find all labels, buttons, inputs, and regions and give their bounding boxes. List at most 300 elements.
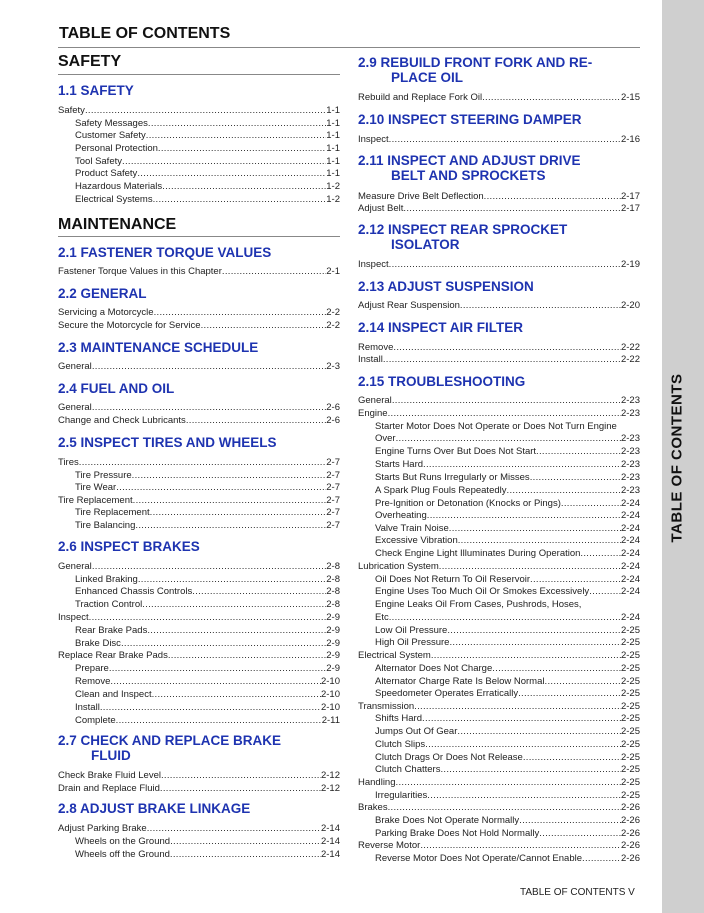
leader-dots xyxy=(561,498,621,510)
toc-entry[interactable] xyxy=(358,408,640,420)
entry-title: Excessive Vibration xyxy=(375,535,458,546)
leader-dots xyxy=(484,191,621,203)
toc-entry[interactable] xyxy=(58,823,340,835)
entry-page: 2-23 xyxy=(620,408,640,419)
entry-title: Clutch Slips xyxy=(375,739,426,750)
subsection-title-line: ISOLATOR xyxy=(391,237,460,252)
entry-page: 2-25 xyxy=(620,752,640,763)
toc-entry[interactable] xyxy=(375,815,640,827)
toc-entry[interactable] xyxy=(75,625,340,637)
entry-title: Check Engine Light Illuminates During Operation xyxy=(375,548,581,559)
toc-entry[interactable] xyxy=(58,402,340,414)
entry-page: 2-22 xyxy=(620,342,640,353)
toc-entry[interactable] xyxy=(375,510,640,522)
toc-entry[interactable] xyxy=(75,574,340,586)
entry-page: 2-2 xyxy=(326,320,340,331)
entry-page: 2-14 xyxy=(320,849,340,860)
leader-dots xyxy=(458,535,621,547)
entry-page: 2-7 xyxy=(326,520,340,531)
entry-page: 2-7 xyxy=(326,507,340,518)
toc-entry-wrapped-line[interactable]: Engine Leaks Oil From Cases, Pushrods, Hoses, xyxy=(375,599,582,610)
entry-page: 2-26 xyxy=(620,840,640,851)
entry-page: 2-12 xyxy=(320,770,340,781)
leader-dots xyxy=(92,402,326,414)
entry-title: Safety Messages xyxy=(75,118,148,129)
toc-entry[interactable] xyxy=(375,625,640,637)
entry-title: Brakes xyxy=(358,802,388,813)
entry-title: Traction Control xyxy=(75,599,143,610)
entry-page: 2-17 xyxy=(620,191,640,202)
entry-title: Wheels off the Ground xyxy=(75,849,170,860)
leader-dots xyxy=(403,203,621,215)
entry-title: Personal Protection xyxy=(75,143,158,154)
entry-title: Handling xyxy=(358,777,396,788)
leader-dots xyxy=(110,676,321,688)
entry-title: Linked Braking xyxy=(75,574,138,585)
entry-page: 2-25 xyxy=(620,650,640,661)
toc-entry[interactable] xyxy=(375,612,640,624)
subsection-title-line: 2.12 INSPECT REAR SPROCKET xyxy=(358,222,568,237)
entry-page: 1-1 xyxy=(326,105,340,116)
toc-entry[interactable] xyxy=(75,715,340,727)
subsection-2-3: 2.3 MAINTENANCE SCHEDULE xyxy=(58,340,259,355)
entry-title: Irregularities xyxy=(375,790,428,801)
toc-entry[interactable] xyxy=(58,495,340,507)
leader-dots xyxy=(154,307,327,319)
entry-title: Measure Drive Belt Deflection xyxy=(358,191,484,202)
leader-dots xyxy=(383,354,621,366)
section-heading-safety: SAFETY xyxy=(58,53,122,70)
toc-entry[interactable] xyxy=(358,561,640,573)
maintenance-rule xyxy=(58,236,340,237)
entry-title: Tire Replacement xyxy=(75,507,150,518)
toc-entry[interactable] xyxy=(375,574,640,586)
toc-entry[interactable] xyxy=(75,676,340,688)
entry-page: 2-25 xyxy=(620,726,640,737)
toc-entry[interactable] xyxy=(58,770,340,782)
leader-dots xyxy=(427,790,621,802)
entry-title: Check Brake Fluid Level xyxy=(58,770,161,781)
subsection-2-13: 2.13 ADJUST SUSPENSION xyxy=(358,279,534,294)
leader-dots xyxy=(222,266,326,278)
entry-page: 1-2 xyxy=(326,194,340,205)
toc-entry[interactable] xyxy=(358,802,640,814)
entry-page: 2-24 xyxy=(620,548,640,559)
leader-dots xyxy=(147,625,326,637)
entry-title: Remove xyxy=(75,676,111,687)
toc-entry[interactable] xyxy=(375,764,640,776)
toc-entry[interactable] xyxy=(75,689,340,701)
entry-page: 2-8 xyxy=(326,561,340,572)
subsection-2-5: 2.5 INSPECT TIRES AND WHEELS xyxy=(58,435,277,450)
entry-page: 1-1 xyxy=(326,156,340,167)
entry-page: 2-9 xyxy=(326,638,340,649)
entry-page: 2-24 xyxy=(620,510,640,521)
leader-dots xyxy=(482,92,621,104)
toc-entry[interactable] xyxy=(58,105,340,117)
toc-entry[interactable] xyxy=(358,395,640,407)
leader-dots xyxy=(158,143,326,155)
subsection-title-line: 2.9 REBUILD FRONT FORK AND RE- xyxy=(358,55,593,70)
leader-dots xyxy=(186,415,326,427)
toc-entry[interactable] xyxy=(375,459,640,471)
toc-entry[interactable] xyxy=(375,713,640,725)
entry-page: 2-25 xyxy=(620,764,640,775)
toc-entry[interactable] xyxy=(375,752,640,764)
entry-title: Brake Does Not Operate Normally xyxy=(375,815,520,826)
entry-page: 2-25 xyxy=(620,688,640,699)
entry-page: 2-20 xyxy=(620,300,640,311)
leader-dots xyxy=(423,459,621,471)
toc-entry[interactable] xyxy=(358,259,640,271)
leader-dots xyxy=(142,599,326,611)
toc-entry[interactable] xyxy=(358,701,640,713)
leader-dots xyxy=(170,836,321,848)
leader-dots xyxy=(150,507,327,519)
entry-title: Wheels on the Ground xyxy=(75,836,171,847)
toc-entry[interactable] xyxy=(375,485,640,497)
subsection-2-1: 2.1 FASTENER TORQUE VALUES xyxy=(58,245,272,260)
entry-title: Alternator Charge Rate Is Below Normal xyxy=(375,676,545,687)
entry-title: Prepare xyxy=(75,663,109,674)
entry-page: 2-19 xyxy=(620,259,640,270)
leader-dots xyxy=(530,574,621,586)
toc-entry[interactable] xyxy=(375,472,640,484)
subsection-title-line: 2.7 CHECK AND REPLACE BRAKE xyxy=(58,733,282,748)
toc-entry[interactable] xyxy=(75,507,340,519)
leader-dots xyxy=(589,586,621,598)
leader-dots xyxy=(201,320,327,332)
entry-title: A Spark Plug Fouls Repeatedly xyxy=(375,485,507,496)
entry-page: 2-23 xyxy=(620,395,640,406)
entry-title: Safety xyxy=(58,105,85,116)
entry-title: Engine Turns Over But Does Not Start xyxy=(375,446,537,457)
leader-dots xyxy=(425,739,621,751)
subsection-2-7 xyxy=(58,733,281,763)
toc-entry[interactable] xyxy=(58,266,340,278)
toc-entry[interactable] xyxy=(375,739,640,751)
entry-title: Change and Check Lubricants xyxy=(58,415,186,426)
leader-dots xyxy=(147,823,321,835)
leader-dots xyxy=(519,815,621,827)
toc-entry[interactable] xyxy=(375,853,640,865)
leader-dots xyxy=(85,105,326,117)
subsection-title-line: BELT AND SPROCKETS xyxy=(391,168,546,183)
entry-page: 2-6 xyxy=(326,402,340,413)
toc-entry[interactable] xyxy=(358,354,640,366)
leader-dots xyxy=(92,361,326,373)
entry-title: Inspect xyxy=(358,134,389,145)
leader-dots xyxy=(392,395,621,407)
entry-page: 2-8 xyxy=(326,586,340,597)
toc-entry[interactable] xyxy=(75,118,340,130)
entry-title: Customer Safety xyxy=(75,130,146,141)
entry-title: Adjust Rear Suspension xyxy=(358,300,460,311)
toc-entry[interactable] xyxy=(375,676,640,688)
entry-page: 2-22 xyxy=(620,354,640,365)
entry-title: Secure the Motorcycle for Service xyxy=(58,320,201,331)
toc-entry[interactable] xyxy=(358,92,640,104)
toc-entry[interactable] xyxy=(58,415,340,427)
entry-page: 2-9 xyxy=(326,625,340,636)
entry-title: Electrical Systems xyxy=(75,194,153,205)
toc-entry[interactable] xyxy=(75,143,340,155)
toc-entry[interactable] xyxy=(375,535,640,547)
subsection-2-12 xyxy=(358,222,567,252)
entry-title: Shifts Hard xyxy=(375,713,422,724)
toc-entry[interactable] xyxy=(375,637,640,649)
toc-entry[interactable] xyxy=(358,203,640,215)
entry-title: Reverse Motor Does Not Operate/Cannot Enable xyxy=(375,853,582,864)
entry-title: Pre-Ignition or Detonation (Knocks or Pings) xyxy=(375,498,561,509)
entry-page: 2-24 xyxy=(620,498,640,509)
entry-page: 2-7 xyxy=(326,470,340,481)
entry-page: 2-10 xyxy=(320,676,340,687)
leader-dots xyxy=(122,156,326,168)
entry-page: 2-9 xyxy=(326,612,340,623)
entry-title: Low Oil Pressure xyxy=(375,625,448,636)
leader-dots xyxy=(137,168,326,180)
entry-title: Tool Safety xyxy=(75,156,122,167)
leader-dots xyxy=(133,495,327,507)
toc-entry[interactable] xyxy=(75,168,340,180)
toc-entry[interactable] xyxy=(375,688,640,700)
toc-entry[interactable] xyxy=(75,130,340,142)
entry-page: 2-25 xyxy=(620,701,640,712)
entry-page: 2-25 xyxy=(620,790,640,801)
entry-title: Transmission xyxy=(358,701,415,712)
entry-page: 2-2 xyxy=(326,307,340,318)
toc-entry[interactable] xyxy=(58,783,340,795)
entry-page: 2-8 xyxy=(326,574,340,585)
entry-page: 2-10 xyxy=(320,702,340,713)
entry-page: 2-26 xyxy=(620,815,640,826)
leader-dots xyxy=(389,134,621,146)
leader-dots xyxy=(132,470,327,482)
entry-page: 1-2 xyxy=(326,181,340,192)
entry-title: Oil Does Not Return To Oil Reservoir xyxy=(375,574,531,585)
entry-title: Jumps Out Of Gear xyxy=(375,726,458,737)
entry-page: 2-26 xyxy=(620,802,640,813)
toc-entry[interactable] xyxy=(58,361,340,373)
entry-title: Starts But Runs Irregularly or Misses xyxy=(375,472,530,483)
leader-dots xyxy=(192,586,326,598)
leader-dots xyxy=(420,840,621,852)
leader-dots xyxy=(507,485,621,497)
leader-dots xyxy=(457,726,621,738)
toc-entry[interactable] xyxy=(375,586,640,598)
entry-page: 2-24 xyxy=(620,535,640,546)
subsection-title-line: 2.11 INSPECT AND ADJUST DRIVE xyxy=(358,153,581,168)
leader-dots xyxy=(152,689,321,701)
leader-dots xyxy=(536,446,621,458)
entry-title: Overheating xyxy=(375,510,427,521)
toc-entry[interactable] xyxy=(375,433,640,445)
entry-title: Drain and Replace Fluid xyxy=(58,783,160,794)
toc-entry[interactable] xyxy=(75,181,340,193)
entry-page: 2-6 xyxy=(326,415,340,426)
entry-page: 2-23 xyxy=(620,485,640,496)
entry-title: Parking Brake Does Not Hold Normally xyxy=(375,828,540,839)
entry-title: Tire Pressure xyxy=(75,470,132,481)
toc-entry[interactable] xyxy=(358,840,640,852)
entry-page: 2-24 xyxy=(620,523,640,534)
leader-dots xyxy=(121,638,326,650)
toc-entry[interactable] xyxy=(75,520,340,532)
entry-title: Lubrication System xyxy=(358,561,439,572)
toc-entry[interactable] xyxy=(375,446,640,458)
toc-entry[interactable] xyxy=(375,828,640,840)
leader-dots xyxy=(431,650,621,662)
toc-entry[interactable] xyxy=(375,498,640,510)
entry-page: 2-14 xyxy=(320,823,340,834)
entry-page: 2-10 xyxy=(320,689,340,700)
entry-page: 2-7 xyxy=(326,482,340,493)
entry-title: Tires xyxy=(58,457,79,468)
entry-title: Product Safety xyxy=(75,168,138,179)
leader-dots xyxy=(530,472,621,484)
toc-entry[interactable] xyxy=(75,156,340,168)
toc-entry[interactable] xyxy=(75,599,340,611)
entry-page: 2-25 xyxy=(620,713,640,724)
toc-entry[interactable] xyxy=(75,836,340,848)
entry-page: 2-1 xyxy=(326,266,340,277)
entry-title: Clutch Chatters xyxy=(375,764,441,775)
leader-dots xyxy=(460,300,621,312)
entry-page: 2-25 xyxy=(620,637,640,648)
entry-title: Electrical System xyxy=(358,650,431,661)
leader-dots xyxy=(138,574,326,586)
toc-entry[interactable] xyxy=(58,320,340,332)
entry-page: 2-24 xyxy=(620,574,640,585)
entry-title: General xyxy=(58,561,92,572)
entry-page: 2-25 xyxy=(620,777,640,788)
toc-entry[interactable] xyxy=(58,650,340,662)
entry-page: 2-25 xyxy=(620,676,640,687)
toc-entry[interactable] xyxy=(58,561,340,573)
toc-entry[interactable] xyxy=(358,342,640,354)
entry-title: Adjust Parking Brake xyxy=(58,823,147,834)
subsection-1-1: 1.1 SAFETY xyxy=(58,83,134,98)
entry-title: Alternator Does Not Charge xyxy=(375,663,493,674)
entry-page: 2-23 xyxy=(620,472,640,483)
leader-dots xyxy=(427,510,621,522)
entry-page: 2-11 xyxy=(321,715,340,726)
entry-title: Adjust Belt xyxy=(358,203,404,214)
leader-dots xyxy=(146,130,327,142)
leader-dots xyxy=(447,625,621,637)
subsection-2-9 xyxy=(358,55,592,85)
subsection-2-6: 2.6 INSPECT BRAKES xyxy=(58,539,200,554)
leader-dots xyxy=(92,561,326,573)
toc-entry[interactable] xyxy=(75,702,340,714)
leader-dots xyxy=(79,457,327,469)
leader-dots xyxy=(162,181,326,193)
leader-dots xyxy=(539,828,621,840)
entry-page: 2-24 xyxy=(620,612,640,623)
entry-title: Rear Brake Pads xyxy=(75,625,148,636)
title-rule xyxy=(58,47,640,48)
entry-page: 1-1 xyxy=(326,168,340,179)
toc-entry[interactable] xyxy=(58,457,340,469)
toc-entry[interactable] xyxy=(358,134,640,146)
entry-page: 2-7 xyxy=(326,495,340,506)
toc-entry[interactable] xyxy=(75,586,340,598)
toc-entry[interactable] xyxy=(75,849,340,861)
entry-title: Remove xyxy=(358,342,394,353)
leader-dots xyxy=(135,520,326,532)
leader-dots xyxy=(523,752,621,764)
entry-title: Enhanced Chassis Controls xyxy=(75,586,193,597)
leader-dots xyxy=(388,802,621,814)
toc-entry[interactable] xyxy=(375,548,640,560)
subsection-2-10: 2.10 INSPECT STEERING DAMPER xyxy=(358,112,582,127)
toc-entry[interactable] xyxy=(75,663,340,675)
entry-page: 2-12 xyxy=(320,783,340,794)
entry-title: Clutch Drags Or Does Not Release xyxy=(375,752,523,763)
entry-title: Reverse Motor xyxy=(358,840,421,851)
subsection-2-4: 2.4 FUEL AND OIL xyxy=(58,381,175,396)
entry-page: 2-24 xyxy=(620,586,640,597)
entry-title: Clean and Inspect xyxy=(75,689,152,700)
entry-title: Starts Hard xyxy=(375,459,424,470)
entry-page: 1-1 xyxy=(326,130,340,141)
entry-title: Servicing a Motorcycle xyxy=(58,307,154,318)
toc-entry-wrapped-line[interactable]: Starter Motor Does Not Operate or Does Not Turn Engine xyxy=(375,421,617,432)
toc-entry[interactable] xyxy=(75,638,340,650)
entry-page: 2-25 xyxy=(620,663,640,674)
leader-dots xyxy=(389,612,621,624)
entry-title: General xyxy=(58,361,92,372)
entry-title: Tire Wear xyxy=(75,482,117,493)
entry-page: 2-15 xyxy=(620,92,640,103)
leader-dots xyxy=(170,849,321,861)
toc-entry[interactable] xyxy=(358,650,640,662)
safety-rule xyxy=(58,74,340,75)
toc-entry[interactable] xyxy=(75,482,340,494)
leader-dots xyxy=(148,118,326,130)
entry-title: Fastener Torque Values in this Chapter xyxy=(58,266,222,277)
toc-entry[interactable] xyxy=(58,612,340,624)
entry-title: Tire Replacement xyxy=(58,495,133,506)
toc-entry[interactable] xyxy=(375,790,640,802)
entry-page: 2-16 xyxy=(620,134,640,145)
entry-page: 2-3 xyxy=(326,361,340,372)
entry-title: Install xyxy=(75,702,100,713)
toc-entry[interactable] xyxy=(375,663,640,675)
subsection-2-15: 2.15 TROUBLESHOOTING xyxy=(358,374,526,389)
entry-page: 2-24 xyxy=(620,561,640,572)
entry-title: Hazardous Materials xyxy=(75,181,163,192)
toc-entry[interactable] xyxy=(375,726,640,738)
toc-entry[interactable] xyxy=(58,307,340,319)
entry-title: Inspect xyxy=(58,612,89,623)
toc-entry[interactable] xyxy=(375,523,640,535)
entry-title: Rebuild and Replace Fork Oil xyxy=(358,92,483,103)
toc-entry[interactable] xyxy=(75,470,340,482)
toc-entry[interactable] xyxy=(358,300,640,312)
toc-entry[interactable] xyxy=(75,194,340,206)
entry-title: Over xyxy=(375,433,396,444)
leader-dots xyxy=(422,713,621,725)
leader-dots xyxy=(116,715,322,727)
entry-title: General xyxy=(358,395,392,406)
page-title: TABLE OF CONTENTS xyxy=(59,25,231,42)
entry-title: Valve Train Noise xyxy=(375,523,449,534)
toc-entry[interactable] xyxy=(358,777,640,789)
toc-entry[interactable] xyxy=(358,191,640,203)
entry-title: Speedometer Operates Erratically xyxy=(375,688,519,699)
